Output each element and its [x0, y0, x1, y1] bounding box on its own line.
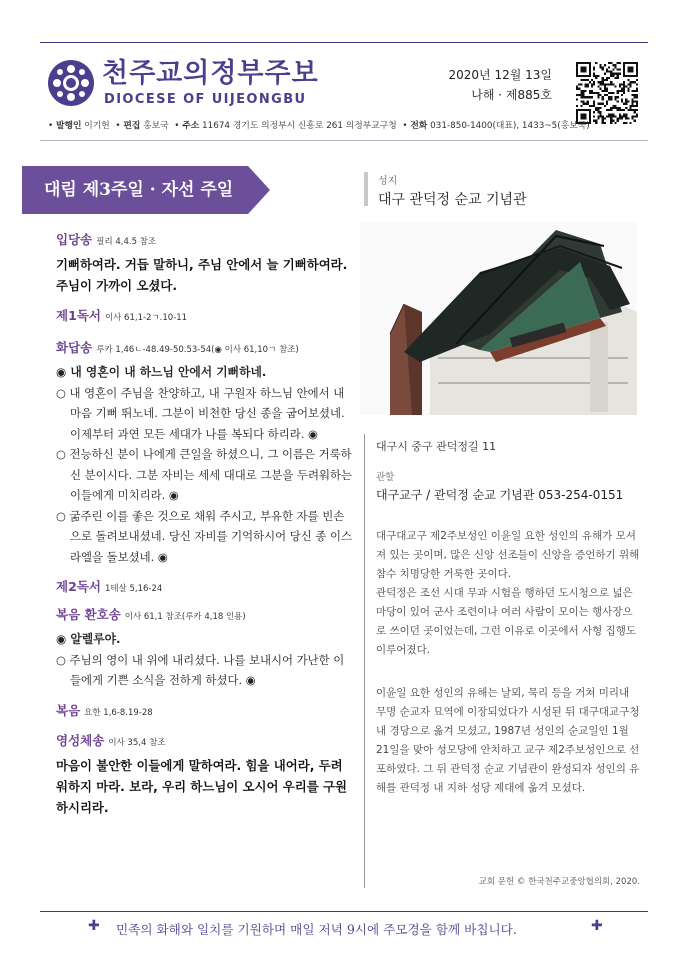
- jurisdiction-label: 관할: [376, 472, 395, 483]
- info-rule: [40, 140, 648, 141]
- acclamation-response: ◉ 알렐루야.: [56, 632, 121, 646]
- acclamation-verse: ○ 주님의 영이 내 위에 내리셨다. 나를 보내시어 가난한 이들에게 기쁜 소식을 전하게 하셨다. ◉: [56, 652, 345, 687]
- shrine-paragraph-3: 이윤일 요한 성인의 유해는 날뫼, 묵리 등을 거쳐 미리내 무명 순교자 묘역에 이장되었다가 시성된 뒤 대구대교구청 내 경당으로 옮겨 모셨고, 1987년 성인의 순교일인 1월 21일을 맞아 성모당에 안치하고 교구 제2주보성인으로 선포하였다. 그 뒤 관덕정 순교 기념관이 완성되자 성인의 유해를 관덕정 내 지하 성당 제대에 옮겨 모셨다.: [376, 687, 640, 794]
- footer-prayer: 민족의 화해와 일치를 기원하며 매일 저녁 9시에 주모경을 함께 바칩니다.: [116, 922, 517, 937]
- liturgy-column: [56, 230, 354, 818]
- publication-info: • 발행인 이기헌 • 편집 홍보국 • 주소 11674 경기도 의정부시 신흥로 261 의정부교구청 • 전화 031-850-1400(대표), 1433~5(홍보국): [48, 121, 590, 131]
- entrance-antiphon: 기뻐하여라. 거듭 말하니, 주님 안에서 늘 기뻐하여라. 주님이 가까이 오셨다.: [56, 257, 348, 293]
- column-divider: [364, 434, 365, 888]
- bottom-rule: [40, 911, 648, 912]
- section-marker: [364, 172, 368, 206]
- acclamation-heading: 복음 환호송 이사 61,1 참조(루카 4,18 인용): [56, 607, 246, 622]
- entrance-heading: 입당송 필리 4,4.5 참조: [56, 232, 157, 247]
- psalm-verse-2: ○ 전능하신 분이 나에게 큰일을 하셨으니, 그 이름은 거룩하신 분이시다. 그분 자비는 세세 대대로 그분을 두려워하는 이들에게 미치리라. ◉: [56, 447, 353, 502]
- psalm-response: ◉ 내 영혼이 내 하느님 안에서 기뻐하네.: [56, 365, 267, 379]
- shrine-address: 대구시 중구 관덕정길 11: [376, 440, 497, 453]
- reading2-heading: 제2독서 1테살 5,16-24: [56, 579, 163, 594]
- shrine-title: 대구 관덕정 순교 기념관: [378, 192, 527, 208]
- gospel-heading: 복음 요한 1,6-8.19-28: [56, 702, 153, 718]
- sunday-banner: [22, 166, 270, 214]
- copyright-credit: 교회 문헌 © 한국천주교중앙협의회, 2020.: [478, 877, 640, 887]
- shrine-photo: [360, 222, 637, 415]
- psalm-verse-3: ○ 굶주린 이를 좋은 것으로 채워 주시고, 부유한 자를 빈손으로 돌려보내셨네. 당신 자비를 기억하시어 당신 종 이스라엘을 돌보셨네. ◉: [56, 508, 353, 564]
- reading1-heading: 제1독서 이사 61,1-2ㄱ.10-11: [56, 308, 188, 323]
- qr-code-icon[interactable]: [576, 62, 638, 124]
- shrine-paragraph-1: 대구대교구 제2주보성인 이윤일 요한 성인의 유해가 모셔져 있는 곳이며, 많은 신앙 선조들이 신앙을 증언하기 위해 참수 치명당한 거룩한 곳이다.: [376, 530, 640, 580]
- psalm-heading: 화답송 루카 1,46ㄴ-48.49-50.53-54(◉ 이사 61,10ㄱ 참조): [56, 340, 299, 355]
- top-rule: [40, 42, 648, 43]
- issue-date: 2020년 12월 13일: [448, 68, 552, 82]
- cross-icon: ✚: [591, 918, 603, 934]
- diocese-logo-icon: [48, 60, 94, 106]
- shrine-paragraph-2: 관덕정은 조선 시대 무과 시험을 행하던 도시청으로 넓은 마당이 있어 군사 조련이나 여러 사람이 모이는 행사장으로 쓰이던 곳이었는데, 그런 이유로 이곳에서 사형 집행도 이루어졌다.: [376, 587, 636, 656]
- shrine-contact: 대구교구 / 관덕정 순교 기념관 053-254-0151: [376, 488, 624, 502]
- communion-antiphon: 마음이 불안한 이들에게 말하여라. 힘을 내어라, 두려워하지 마라. 보라, 우리 하느님이 오시어 우리를 구원하시리라.: [56, 757, 347, 815]
- communion-heading: 영성체송 이사 35,4 참조: [56, 732, 166, 748]
- masthead-title: 천주교의정부주보: [102, 58, 319, 89]
- cross-icon: ✚: [88, 918, 100, 934]
- shrine-section-label: 성지: [378, 176, 398, 187]
- masthead-subtitle: DIOCESE OF UIJEONGBU: [104, 92, 307, 107]
- issue-number: 나해 · 제885호: [471, 88, 552, 102]
- psalm-verse-1: ○ 내 영혼이 주님을 찬양하고, 내 구원자 하느님 안에서 내 마음 기뻐 뛰노네. 그분이 비천한 당신 종을 굽어보셨네. 이제부터 과연 모든 세대가 나를 복되다 하리라. ◉: [56, 385, 345, 441]
- sunday-title: 대림 제3주일 · 자선 주일: [44, 180, 234, 200]
